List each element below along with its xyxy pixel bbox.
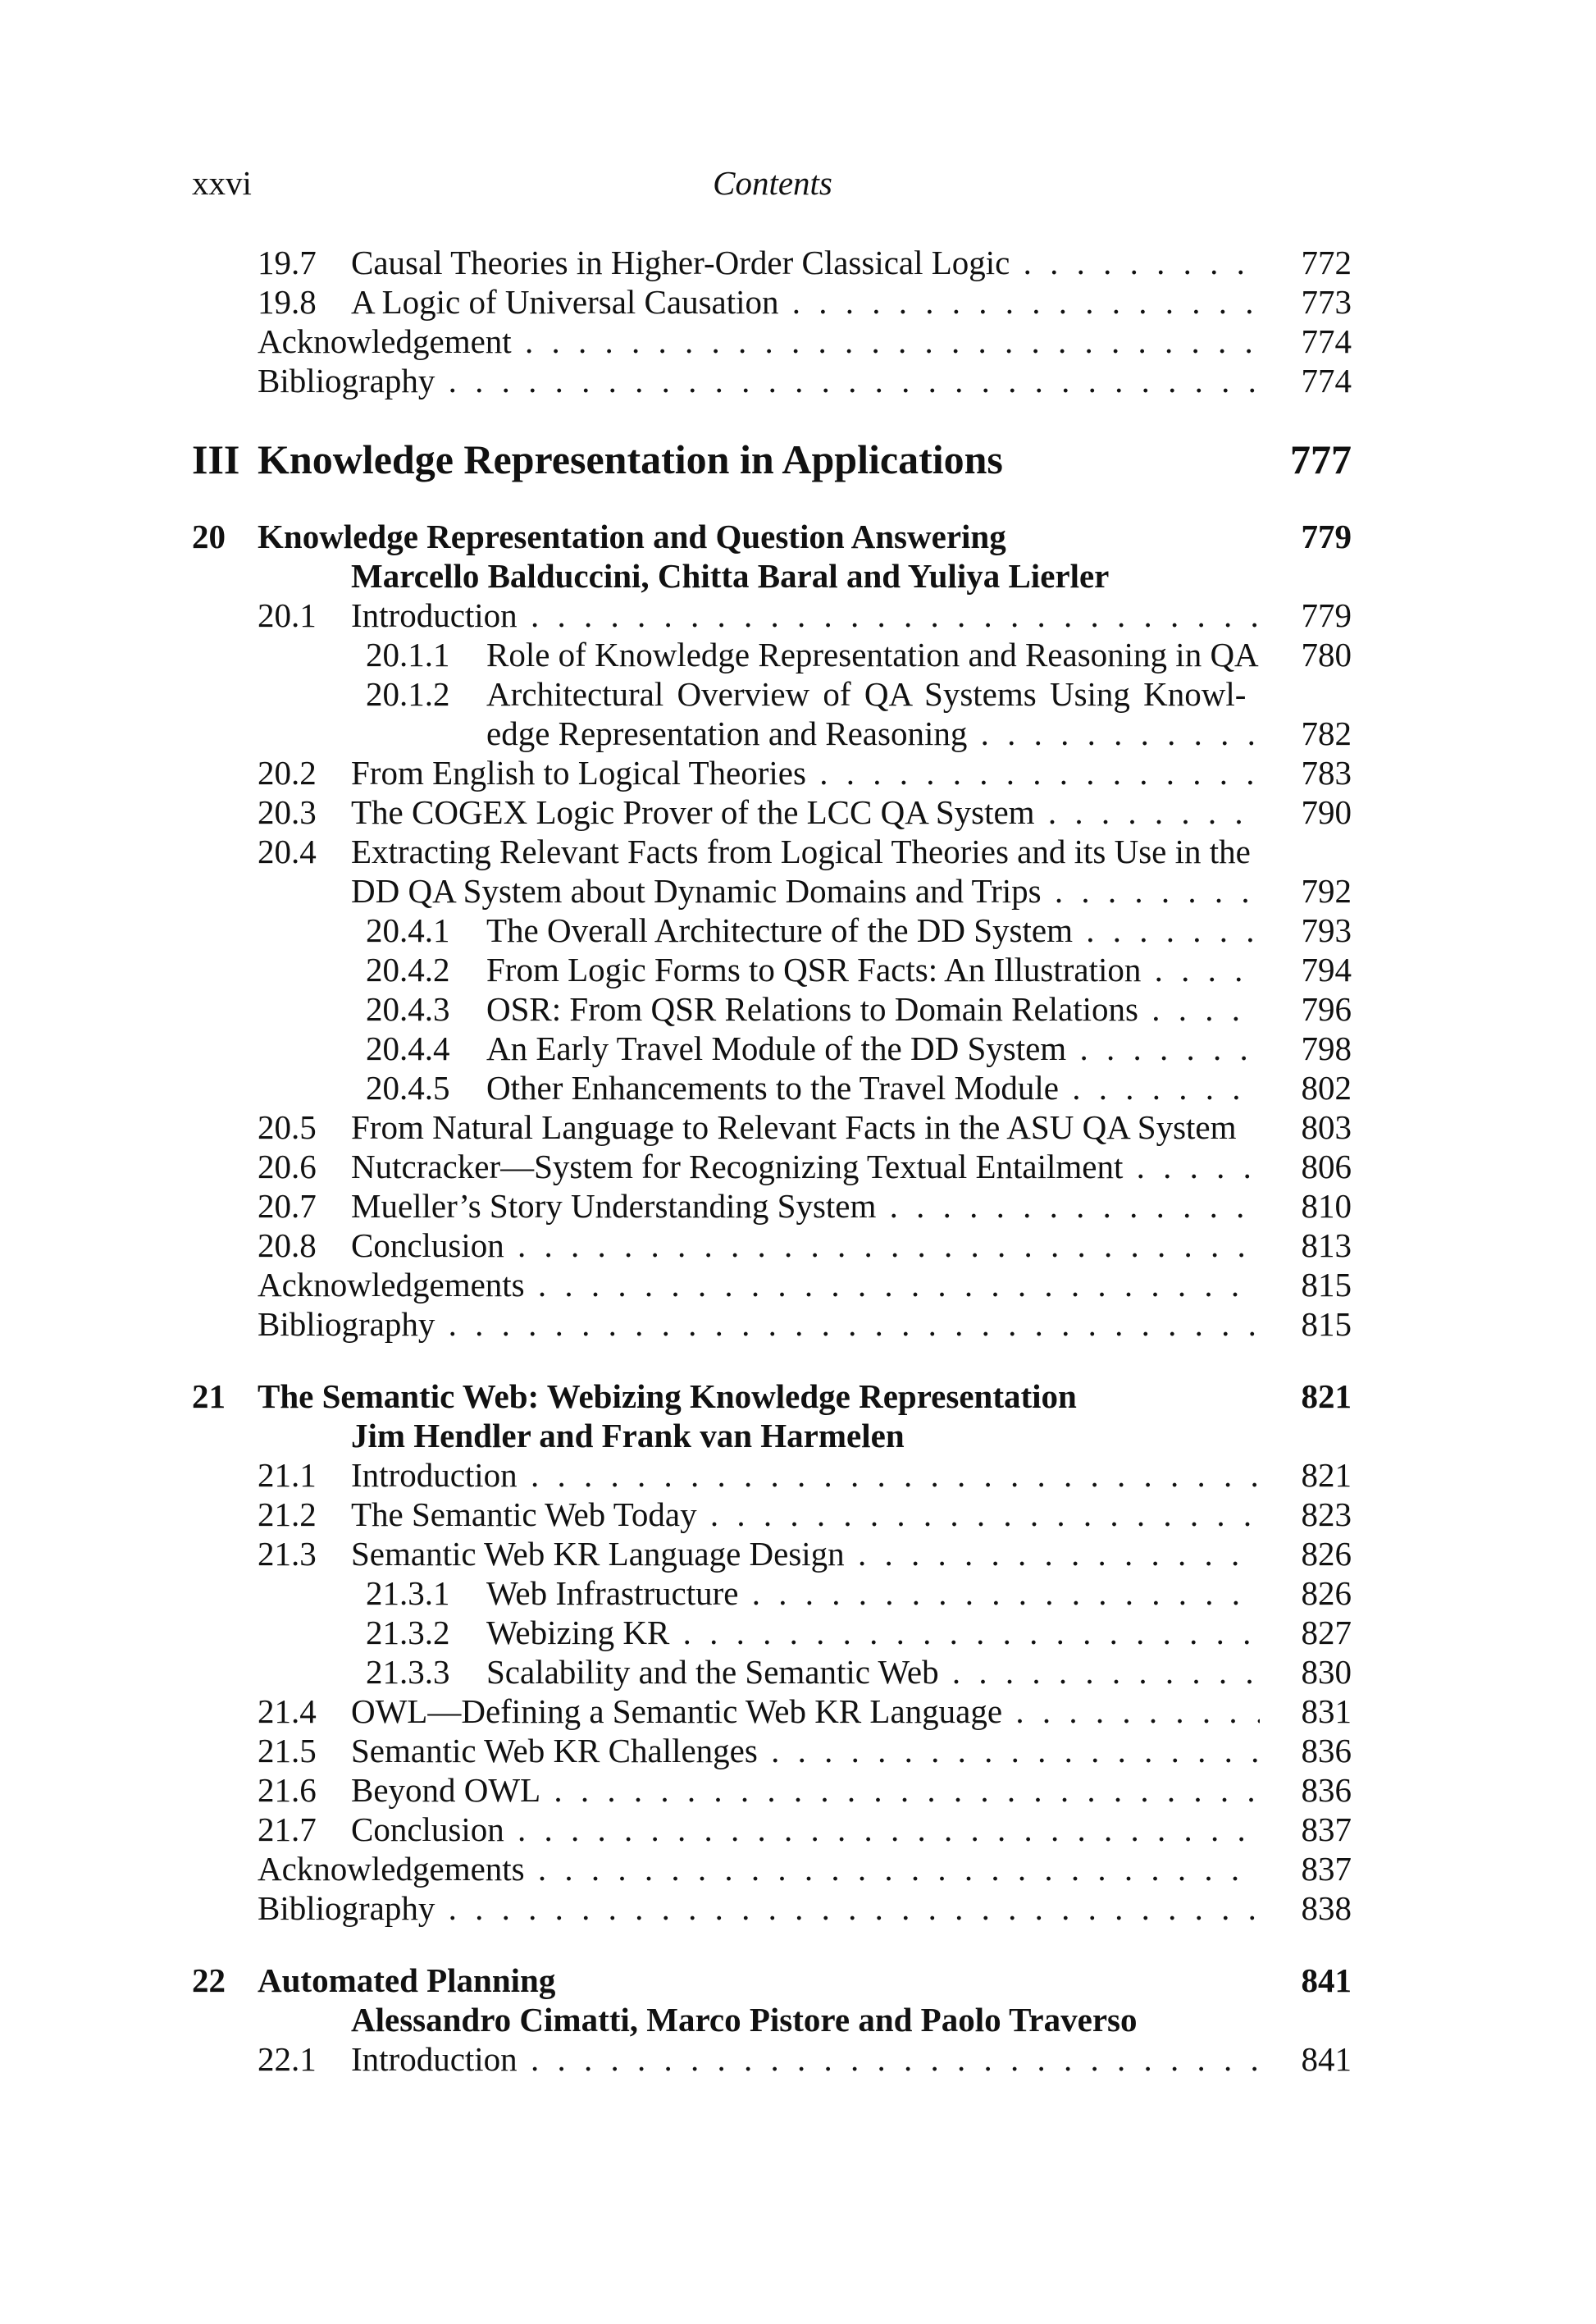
page-number: 796	[1301, 990, 1352, 1028]
page-number: 827	[1301, 1614, 1352, 1651]
subsection-number: 21.3.1	[366, 1574, 450, 1612]
toc-entry	[0, 1849, 1596, 1888]
section-title: Conclusion . . .	[351, 1810, 1260, 1849]
subsection-title: The Overall Architecture of the DD System . . .	[486, 911, 1260, 950]
chapter-heading	[0, 1377, 1596, 1416]
subsection-title: Role of Knowledge Representation and Reasoning in QA	[486, 636, 1259, 673]
section-title: Introduction . . .	[351, 2039, 1260, 2079]
subsection-title-continued: edge Representation and Reasoning . . .	[486, 714, 1260, 753]
toc-entry	[0, 1534, 1596, 1573]
page-number: 780	[1301, 636, 1352, 673]
toc-entry	[0, 2039, 1596, 2079]
section-title: Bibliography . . .	[258, 361, 1260, 400]
chapter-heading	[0, 517, 1596, 556]
section-title: Bibliography . . .	[258, 1888, 1260, 1928]
section-number: 20.1	[258, 596, 317, 634]
section-title: Bibliography . . .	[258, 1304, 1260, 1344]
section-number: 21.5	[258, 1732, 317, 1769]
subsection-title: Webizing KR . . .	[486, 1613, 1260, 1652]
section-title: Mueller’s Story Understanding System . . .	[351, 1186, 1260, 1226]
chapter-authors-text: Marcello Balduccini, Chitta Baral and Yuliya Lierler	[351, 557, 1110, 595]
page-number: 783	[1301, 754, 1352, 792]
chapter-title: Knowledge Representation and Question Answering	[258, 518, 1006, 555]
toc-entry	[0, 989, 1596, 1029]
toc-entry	[0, 1029, 1596, 1068]
section-title: Introduction . . .	[351, 596, 1260, 635]
section-title: The Semantic Web Today . . .	[351, 1495, 1260, 1534]
section-number: 20.2	[258, 754, 317, 792]
page-number: 821	[1301, 1456, 1352, 1494]
toc-entry	[0, 911, 1596, 950]
page-folio: xxvi	[192, 164, 252, 202]
chapter-page-number: 779	[1301, 518, 1352, 555]
page-number: 772	[1301, 244, 1352, 281]
page-number: 803	[1301, 1108, 1352, 1146]
chapter-title: Automated Planning	[258, 1961, 556, 1999]
page-number: 813	[1301, 1226, 1352, 1264]
section-title: OWL—Defining a Semantic Web KR Language . . .	[351, 1692, 1260, 1731]
subsection-title: Other Enhancements to the Travel Module . . .	[486, 1068, 1260, 1107]
subsection-number: 20.1.1	[366, 636, 450, 673]
toc-entry	[0, 1810, 1596, 1849]
section-number: 20.4	[258, 833, 317, 870]
section-number: 21.6	[258, 1771, 317, 1809]
section-title: Acknowledgements . . .	[258, 1265, 1260, 1304]
toc-entry	[0, 832, 1596, 871]
page-number: 774	[1301, 322, 1352, 360]
page-number: 810	[1301, 1187, 1352, 1225]
subsection-title: OSR: From QSR Relations to Domain Relations . . .	[486, 989, 1260, 1029]
running-head	[192, 161, 1353, 205]
subsection-number: 20.4.1	[366, 911, 450, 949]
toc-entry	[0, 1107, 1596, 1147]
section-number: 21.3	[258, 1535, 317, 1573]
toc-entry	[0, 596, 1596, 635]
toc-entry	[0, 1652, 1596, 1692]
page-number: 793	[1301, 911, 1352, 949]
page-number: 779	[1301, 596, 1352, 634]
subsection-number: 21.3.3	[366, 1653, 450, 1691]
chapter-number: 20	[192, 518, 226, 555]
section-number: 20.3	[258, 793, 317, 831]
running-head-title: Contents	[713, 164, 832, 202]
page-number: 798	[1301, 1030, 1352, 1067]
section-number: 20.6	[258, 1148, 317, 1185]
section-title: Causal Theories in Higher-Order Classical Logic . . .	[351, 243, 1260, 282]
toc-entry	[0, 1226, 1596, 1265]
section-number: 21.7	[258, 1810, 317, 1848]
section-title-continued: DD QA System about Dynamic Domains and Trips . . .	[351, 871, 1260, 911]
chapter-page-number: 821	[1301, 1377, 1352, 1415]
page-number: 773	[1301, 283, 1352, 321]
chapter-page-number: 841	[1301, 1961, 1352, 1999]
section-title: Acknowledgements . . .	[258, 1849, 1260, 1888]
page-number: 823	[1301, 1495, 1352, 1533]
page-number: 815	[1301, 1266, 1352, 1304]
section-title: Semantic Web KR Challenges . . .	[351, 1731, 1260, 1770]
toc-entry	[0, 1613, 1596, 1652]
section-title: Introduction . . .	[351, 1455, 1260, 1495]
toc-entry	[0, 753, 1596, 792]
page-number: 794	[1301, 951, 1352, 988]
section-number: 19.7	[258, 244, 317, 281]
section-title: Semantic Web KR Language Design . . .	[351, 1534, 1260, 1573]
page-number: 841	[1301, 2040, 1352, 2078]
subsection-title: Scalability and the Semantic Web . . .	[486, 1652, 1260, 1692]
page-number: 790	[1301, 793, 1352, 831]
toc-entry	[0, 1186, 1596, 1226]
section-title: Beyond OWL . . .	[351, 1770, 1260, 1810]
chapter-authors-text: Alessandro Cimatti, Marco Pistore and Paolo Traverso	[351, 2001, 1138, 2039]
toc-entry	[0, 1147, 1596, 1186]
toc-entry	[0, 361, 1596, 400]
section-title: A Logic of Universal Causation . . .	[351, 282, 1260, 322]
toc-entry	[0, 322, 1596, 361]
section-number: 21.4	[258, 1692, 317, 1730]
part-heading	[0, 435, 1596, 484]
page-number: 836	[1301, 1771, 1352, 1809]
subsection-title: An Early Travel Module of the DD System . . .	[486, 1029, 1260, 1068]
section-title: The COGEX Logic Prover of the LCC QA System . . .	[351, 792, 1260, 832]
chapter-title: The Semantic Web: Webizing Knowledge Representation	[258, 1377, 1077, 1415]
toc-entry	[0, 1888, 1596, 1928]
page-number: 802	[1301, 1069, 1352, 1107]
page-number: 792	[1301, 872, 1352, 910]
subsection-number: 20.4.2	[366, 951, 450, 988]
part-number: III	[192, 436, 240, 482]
chapter-number: 22	[192, 1961, 226, 1999]
subsection-number: 20.1.2	[366, 675, 450, 713]
page-number: 774	[1301, 362, 1352, 400]
page-number: 836	[1301, 1732, 1352, 1769]
subsection-number: 20.4.5	[366, 1069, 450, 1107]
section-number: 20.7	[258, 1187, 317, 1225]
part-page-number: 777	[1290, 436, 1352, 482]
page-number: 831	[1301, 1692, 1352, 1730]
section-number: 22.1	[258, 2040, 317, 2078]
toc-entry	[0, 1304, 1596, 1344]
toc-entry	[0, 1573, 1596, 1613]
page-number: 806	[1301, 1148, 1352, 1185]
toc-entry	[0, 1068, 1596, 1107]
page-number: 830	[1301, 1653, 1352, 1691]
section-number: 19.8	[258, 283, 317, 321]
toc-entry	[0, 1731, 1596, 1770]
toc-entry	[0, 635, 1596, 674]
page-number: 837	[1301, 1850, 1352, 1888]
toc-entry	[0, 1692, 1596, 1731]
chapter-authors	[0, 556, 1596, 596]
section-title: Conclusion . . .	[351, 1226, 1260, 1265]
toc-entry	[0, 1455, 1596, 1495]
subsection-number: 20.4.4	[366, 1030, 450, 1067]
section-number: 21.2	[258, 1495, 317, 1533]
page-number: 815	[1301, 1305, 1352, 1343]
toc-entry	[0, 871, 1596, 911]
toc-entry	[0, 1770, 1596, 1810]
subsection-number: 21.3.2	[366, 1614, 450, 1651]
section-title: Nutcracker—System for Recognizing Textual Entailment . . .	[351, 1147, 1260, 1186]
section-title: From Natural Language to Relevant Facts in the ASU QA System	[351, 1108, 1237, 1146]
toc-entry	[0, 1495, 1596, 1534]
toc-entry	[0, 243, 1596, 282]
page-number: 837	[1301, 1810, 1352, 1848]
section-number: 20.8	[258, 1226, 317, 1264]
subsection-number: 20.4.3	[366, 990, 450, 1028]
toc-entry	[0, 282, 1596, 322]
chapter-authors-text: Jim Hendler and Frank van Harmelen	[351, 1417, 905, 1454]
toc-entry	[0, 792, 1596, 832]
page-number: 826	[1301, 1535, 1352, 1573]
chapter-authors	[0, 2000, 1596, 2039]
page-number: 826	[1301, 1574, 1352, 1612]
page-number: 838	[1301, 1889, 1352, 1927]
toc-entry	[0, 950, 1596, 989]
section-title: Acknowledgement . . .	[258, 322, 1260, 361]
toc-entry	[0, 674, 1596, 714]
section-title: Extracting Relevant Facts from Logical Theories and its Use in the	[351, 833, 1251, 870]
chapter-number: 21	[192, 1377, 226, 1415]
section-number: 21.1	[258, 1456, 317, 1494]
chapter-authors	[0, 1416, 1596, 1455]
toc-entry	[0, 1265, 1596, 1304]
subsection-title: Architectural Overview of QA Systems Using Knowl-	[486, 675, 1247, 713]
part-title: Knowledge Representation in Applications	[258, 436, 1003, 482]
chapter-heading	[0, 1961, 1596, 2000]
section-number: 20.5	[258, 1108, 317, 1146]
subsection-title: From Logic Forms to QSR Facts: An Illustration . . .	[486, 950, 1260, 989]
section-title: From English to Logical Theories . . .	[351, 753, 1260, 792]
toc-entry	[0, 714, 1596, 753]
page-number: 782	[1301, 715, 1352, 752]
subsection-title: Web Infrastructure . . .	[486, 1573, 1260, 1613]
